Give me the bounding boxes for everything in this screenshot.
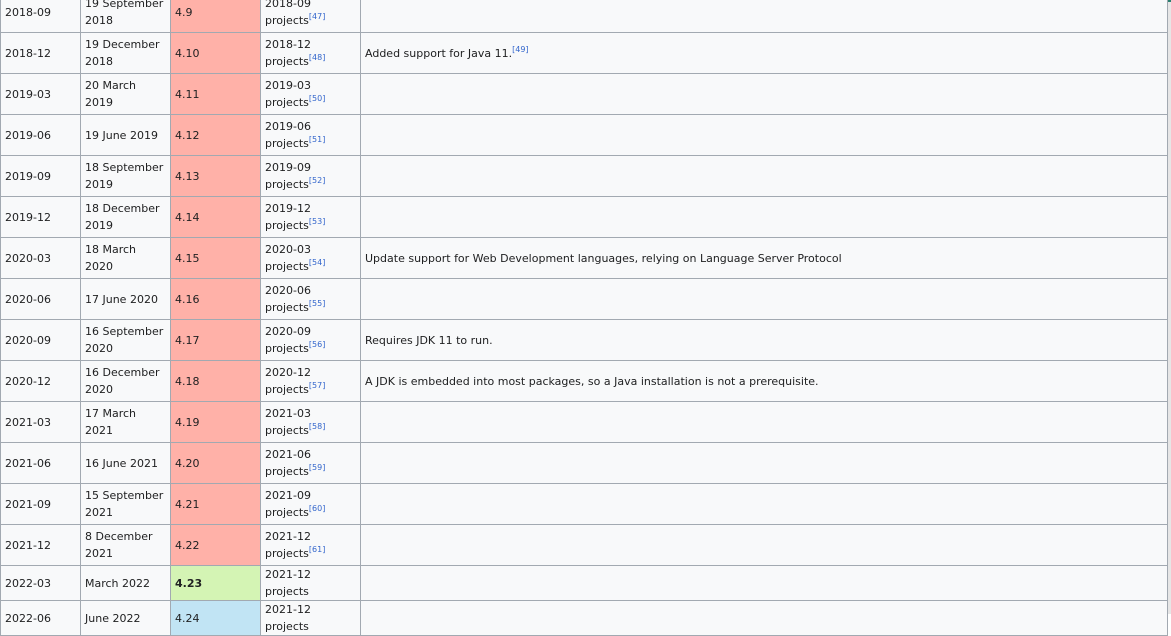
platform-version-cell (171, 443, 261, 484)
projects-cell (261, 566, 361, 601)
table-row (1, 601, 1168, 636)
platform-version-cell-text: 4.17 (175, 333, 200, 347)
release-date-cell (81, 484, 171, 525)
table-row (1, 566, 1168, 601)
table-row (1, 0, 1168, 33)
projects-cell-text: 2021-12 projects (265, 530, 311, 560)
version-date-cell-text: 2021-09 (5, 497, 51, 511)
projects-cell-text: 2020-09 projects (265, 325, 311, 355)
table-row (1, 484, 1168, 525)
projects-cell-text: 2019-09 projects (265, 161, 311, 191)
projects-cell (261, 279, 361, 320)
table-row (1, 279, 1168, 320)
projects-cell (261, 320, 361, 361)
version-date-cell (1, 484, 81, 525)
release-date-cell-text: 18 September 2019 (85, 161, 164, 191)
platform-version-cell (171, 320, 261, 361)
version-date-cell-text: 2021-03 (5, 415, 51, 429)
version-date-cell-text: 2020-12 (5, 374, 51, 388)
projects-cell-text: 2021-12 projects (265, 568, 311, 598)
projects-cell (261, 238, 361, 279)
platform-version-cell (171, 525, 261, 566)
release-date-cell-text: 15 September 2021 (85, 489, 164, 519)
platform-version-cell-text: 4.13 (175, 169, 200, 183)
projects-cell (261, 197, 361, 238)
reference-link[interactable]: [59] (308, 463, 326, 472)
reference-link[interactable]: [51] (308, 135, 326, 144)
projects-cell-text: 2019-03 projects (265, 79, 311, 109)
notes-cell (361, 156, 1168, 197)
release-date-cell (81, 601, 171, 636)
platform-version-cell-text: 4.22 (175, 538, 200, 552)
release-table-body (1, 0, 1168, 636)
projects-cell (261, 33, 361, 74)
platform-version-cell-text: 4.14 (175, 210, 200, 224)
version-date-cell (1, 74, 81, 115)
release-date-cell-text: 18 December 2019 (85, 202, 160, 232)
release-date-cell-text: 17 June 2020 (85, 292, 158, 306)
platform-version-cell-text: 4.10 (175, 46, 200, 60)
version-date-cell-text: 2019-09 (5, 169, 51, 183)
projects-cell (261, 74, 361, 115)
projects-cell (261, 601, 361, 636)
release-date-cell-text: 16 September 2020 (85, 325, 164, 355)
table-row (1, 156, 1168, 197)
notes-cell-text: A JDK is embedded into most packages, so a Java installation is not a prerequisite. (365, 374, 819, 388)
platform-version-cell-text: 4.16 (175, 292, 200, 306)
version-date-cell-text: 2020-09 (5, 333, 51, 347)
release-date-cell (81, 115, 171, 156)
release-date-cell-text: 17 March 2021 (85, 407, 137, 437)
projects-cell (261, 443, 361, 484)
version-date-cell (1, 0, 81, 33)
release-date-cell-text: March 2022 (85, 576, 151, 590)
version-date-cell (1, 443, 81, 484)
release-date-cell-text: 16 December 2020 (85, 366, 160, 396)
platform-version-cell (171, 484, 261, 525)
projects-cell (261, 156, 361, 197)
platform-version-cell (171, 238, 261, 279)
notes-cell (361, 279, 1168, 320)
notes-cell (361, 238, 1168, 279)
platform-version-cell (171, 115, 261, 156)
notes-cell (361, 33, 1168, 74)
table-row (1, 525, 1168, 566)
notes-cell (361, 197, 1168, 238)
version-date-cell (1, 601, 81, 636)
platform-version-cell (171, 33, 261, 74)
version-date-cell-text: 2018-12 (5, 46, 51, 60)
projects-cell-text: 2018-12 projects (265, 38, 311, 68)
reference-link[interactable]: [58] (308, 422, 326, 431)
notes-cell (361, 525, 1168, 566)
platform-version-cell-text: 4.19 (175, 415, 200, 429)
release-date-cell (81, 525, 171, 566)
platform-version-cell (171, 197, 261, 238)
reference-link[interactable]: [60] (308, 504, 326, 513)
release-date-cell-text: 19 June 2019 (85, 128, 158, 142)
version-date-cell-text: 2019-06 (5, 128, 51, 142)
table-row (1, 320, 1168, 361)
platform-version-cell (171, 566, 261, 601)
table-row (1, 443, 1168, 484)
table-row (1, 238, 1168, 279)
notes-cell (361, 443, 1168, 484)
table-row (1, 197, 1168, 238)
projects-cell-text: 2021-06 projects (265, 448, 311, 478)
notes-cell-text: Added support for Java 11. (365, 46, 513, 60)
release-date-cell (81, 402, 171, 443)
release-date-cell (81, 33, 171, 74)
projects-cell-text: 2021-12 projects (265, 603, 311, 633)
version-date-cell-text: 2020-03 (5, 251, 51, 265)
version-date-cell-text: 2022-06 (5, 611, 51, 625)
release-date-cell (81, 74, 171, 115)
projects-cell-text: 2018-09 projects (265, 0, 311, 27)
table-row (1, 402, 1168, 443)
release-date-cell (81, 320, 171, 361)
version-date-cell (1, 566, 81, 601)
projects-cell-text: 2020-03 projects (265, 243, 311, 273)
release-date-cell (81, 238, 171, 279)
projects-cell (261, 402, 361, 443)
notes-cell (361, 115, 1168, 156)
version-date-cell (1, 361, 81, 402)
notes-cell (361, 402, 1168, 443)
notes-cell (361, 566, 1168, 601)
reference-link[interactable]: [55] (308, 299, 326, 308)
projects-cell-text: 2021-09 projects (265, 489, 311, 519)
release-date-cell-text: 19 December 2018 (85, 38, 160, 68)
platform-version-cell (171, 279, 261, 320)
platform-version-cell-text: 4.12 (175, 128, 200, 142)
platform-version-cell-text: 4.9 (175, 5, 193, 19)
release-date-cell (81, 443, 171, 484)
release-date-cell (81, 566, 171, 601)
version-date-cell-text: 2018-09 (5, 5, 51, 19)
version-date-cell (1, 279, 81, 320)
platform-version-cell (171, 402, 261, 443)
notes-cell (361, 601, 1168, 636)
version-date-cell-text: 2020-06 (5, 292, 51, 306)
release-date-cell-text: 18 March 2020 (85, 243, 137, 273)
version-date-cell (1, 238, 81, 279)
platform-version-cell-text: 4.21 (175, 497, 200, 511)
version-date-cell (1, 525, 81, 566)
notes-cell-text: Update support for Web Development languages, relying on Language Server Protocol (365, 251, 842, 265)
release-date-cell (81, 197, 171, 238)
projects-cell-text: 2020-06 projects (265, 284, 311, 314)
reference-link[interactable]: [61] (308, 545, 326, 554)
projects-cell (261, 525, 361, 566)
notes-cell (361, 74, 1168, 115)
platform-version-cell-text: 4.15 (175, 251, 200, 265)
version-date-cell (1, 33, 81, 74)
reference-link[interactable]: [49] (512, 44, 529, 54)
platform-version-cell (171, 74, 261, 115)
reference-link[interactable]: [56] (308, 340, 326, 349)
notes-cell (361, 361, 1168, 402)
reference-link[interactable]: [57] (308, 381, 326, 390)
projects-cell (261, 361, 361, 402)
platform-version-cell-text: 4.11 (175, 87, 200, 101)
version-date-cell-text: 2019-12 (5, 210, 51, 224)
platform-version-cell (171, 0, 261, 33)
version-date-cell-text: 2021-06 (5, 456, 51, 470)
release-date-cell (81, 279, 171, 320)
reference-link[interactable]: [50] (308, 94, 326, 103)
release-date-cell-text: 16 June 2021 (85, 456, 158, 470)
notes-cell (361, 320, 1168, 361)
version-date-cell-text: 2021-12 (5, 538, 51, 552)
projects-cell-text: 2021-03 projects (265, 407, 311, 437)
platform-version-cell (171, 156, 261, 197)
platform-version-cell (171, 361, 261, 402)
platform-version-cell-text: 4.20 (175, 456, 200, 470)
table-row (1, 115, 1168, 156)
reference-link[interactable]: [52] (308, 176, 326, 185)
release-date-cell-text: 20 March 2019 (85, 79, 137, 109)
reference-link[interactable]: [47] (308, 12, 326, 21)
version-date-cell (1, 320, 81, 361)
release-date-cell (81, 361, 171, 402)
table-row (1, 74, 1168, 115)
version-date-cell (1, 115, 81, 156)
notes-cell (361, 0, 1168, 33)
release-date-cell (81, 156, 171, 197)
release-date-cell-text: June 2022 (85, 611, 141, 625)
release-date-cell (81, 0, 171, 33)
release-date-cell-text: 8 December 2021 (85, 530, 153, 560)
projects-cell-text: 2019-06 projects (265, 120, 311, 150)
version-date-cell (1, 197, 81, 238)
release-date-cell-text: 19 September 2018 (85, 0, 164, 27)
reference-link[interactable]: [48] (308, 53, 326, 62)
version-date-cell-text: 2019-03 (5, 87, 51, 101)
version-date-cell (1, 156, 81, 197)
platform-version-cell-text: 4.24 (175, 611, 200, 625)
notes-cell-text: Requires JDK 11 to run. (365, 333, 493, 347)
platform-version-cell-text: 4.18 (175, 374, 200, 388)
version-date-cell (1, 402, 81, 443)
table-row (1, 361, 1168, 402)
projects-cell-text: 2020-12 projects (265, 366, 311, 396)
reference-link[interactable]: [53] (308, 217, 326, 226)
version-date-cell-text: 2022-03 (5, 576, 51, 590)
platform-version-cell (171, 601, 261, 636)
projects-cell (261, 115, 361, 156)
notes-cell (361, 484, 1168, 525)
projects-cell-text: 2019-12 projects (265, 202, 311, 232)
projects-cell (261, 484, 361, 525)
table-row (1, 33, 1168, 74)
platform-version-cell-text: 4.23 (175, 576, 203, 590)
projects-cell (261, 0, 361, 33)
reference-link[interactable]: [54] (308, 258, 326, 267)
